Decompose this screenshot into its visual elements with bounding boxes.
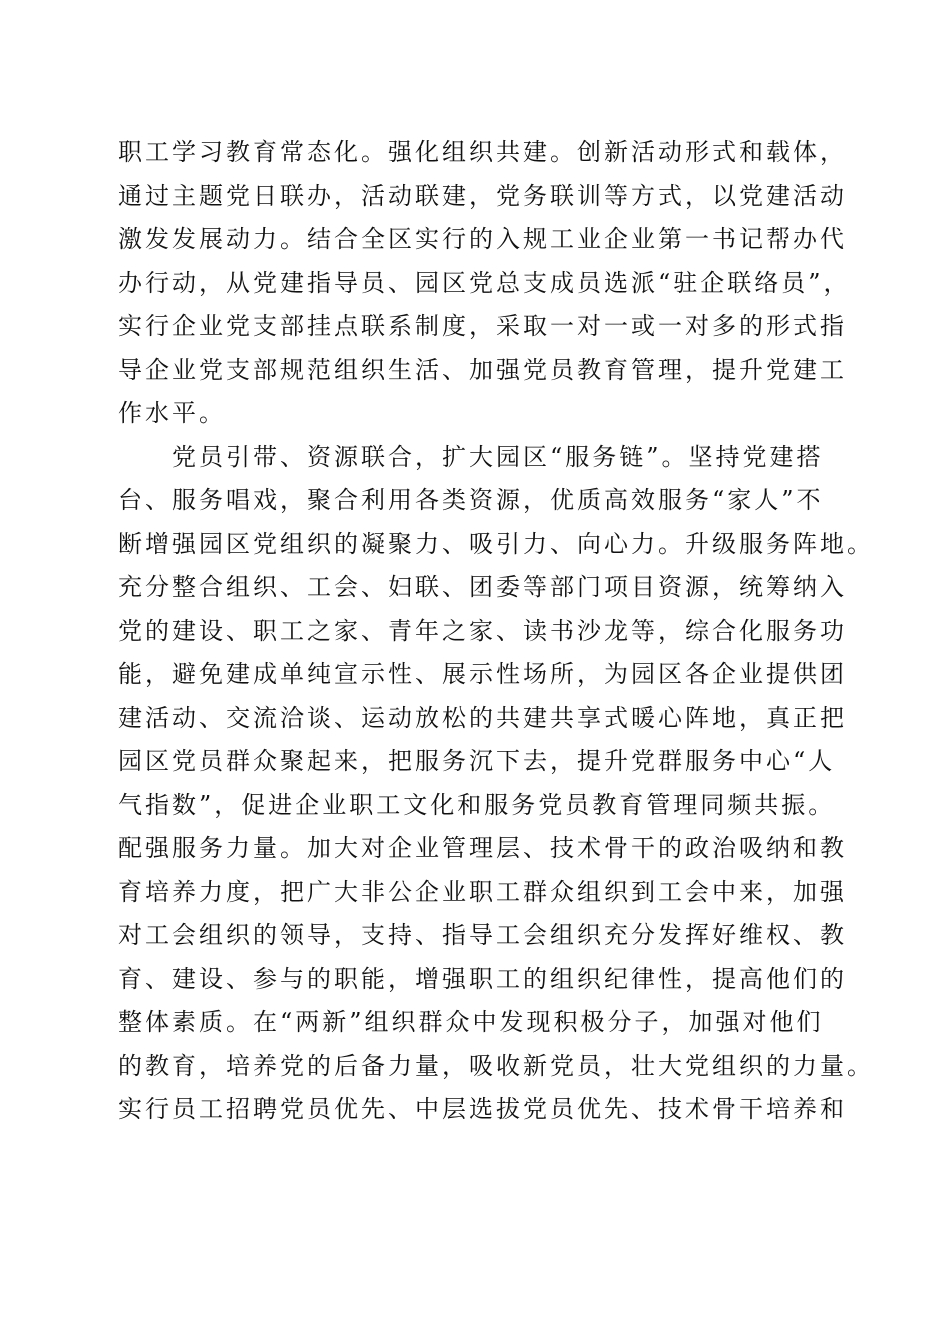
text-line: 办行动，从党建指导员、园区党总支成员选派“驻企联络员”， — [118, 268, 851, 297]
text-line: 气指数”，促进企业职工文化和服务党员教育管理同频共振。 — [118, 790, 836, 819]
text-line: 断增强园区党组织的凝聚力、吸引力、向心力。升级服务阵地。 — [118, 529, 874, 558]
text-line: 实行员工招聘党员优先、中层选拔党员优先、技术骨干培养和 — [118, 1095, 847, 1123]
text-line: 作水平。 — [118, 399, 226, 427]
text-line: 职工学习教育常态化。强化组织共建。创新活动形式和载体， — [118, 138, 847, 166]
text-line: 台、服务唱戏，聚合利用各类资源，优质高效服务“家人”不 — [118, 486, 824, 514]
text-line: 的教育，培养党的后备力量，吸收新党员，壮大党组织的力量。 — [118, 1051, 874, 1080]
text-line: 党员引带、资源联合，扩大园区“服务链”。坚持党建搭 — [118, 442, 824, 471]
text-line: 配强服务力量。加大对企业管理层、技术骨干的政治吸纳和教 — [118, 834, 847, 862]
text-line: 通过主题党日联办，活动联建，党务联训等方式，以党建活动 — [118, 181, 847, 210]
text-line: 园区党员群众聚起来，把服务沉下去，提升党群服务中心“人 — [118, 747, 836, 775]
text-line: 导企业党支部规范组织生活、加强党员教育管理，提升党建工 — [118, 355, 847, 384]
text-line: 育、建设、参与的职能，增强职工的组织纪律性，提高他们的 — [118, 964, 847, 993]
text-line: 党的建设、职工之家、青年之家、读书沙龙等，综合化服务功 — [118, 616, 847, 645]
text-line: 充分整合组织、工会、妇联、团委等部门项目资源，统筹纳入 — [118, 573, 847, 601]
text-line: 对工会组织的领导，支持、指导工会组织充分发挥好维权、教 — [118, 921, 847, 949]
text-line: 育培养力度，把广大非公企业职工群众组织到工会中来，加强 — [118, 877, 847, 906]
text-line: 激发发展动力。结合全区实行的入规工业企业第一书记帮办代 — [118, 225, 847, 253]
text-line: 能，避免建成单纯宣示性、展示性场所，为园区各企业提供团 — [118, 660, 847, 688]
text-line: 整体素质。在“两新”组织群众中发现积极分子，加强对他们 — [118, 1008, 824, 1036]
body-text — [118, 131, 874, 1132]
text-line: 建活动、交流洽谈、运动放松的共建共享式暖心阵地，真正把 — [118, 703, 847, 732]
text-line: 实行企业党支部挂点联系制度，采取一对一或一对多的形式指 — [118, 312, 847, 340]
